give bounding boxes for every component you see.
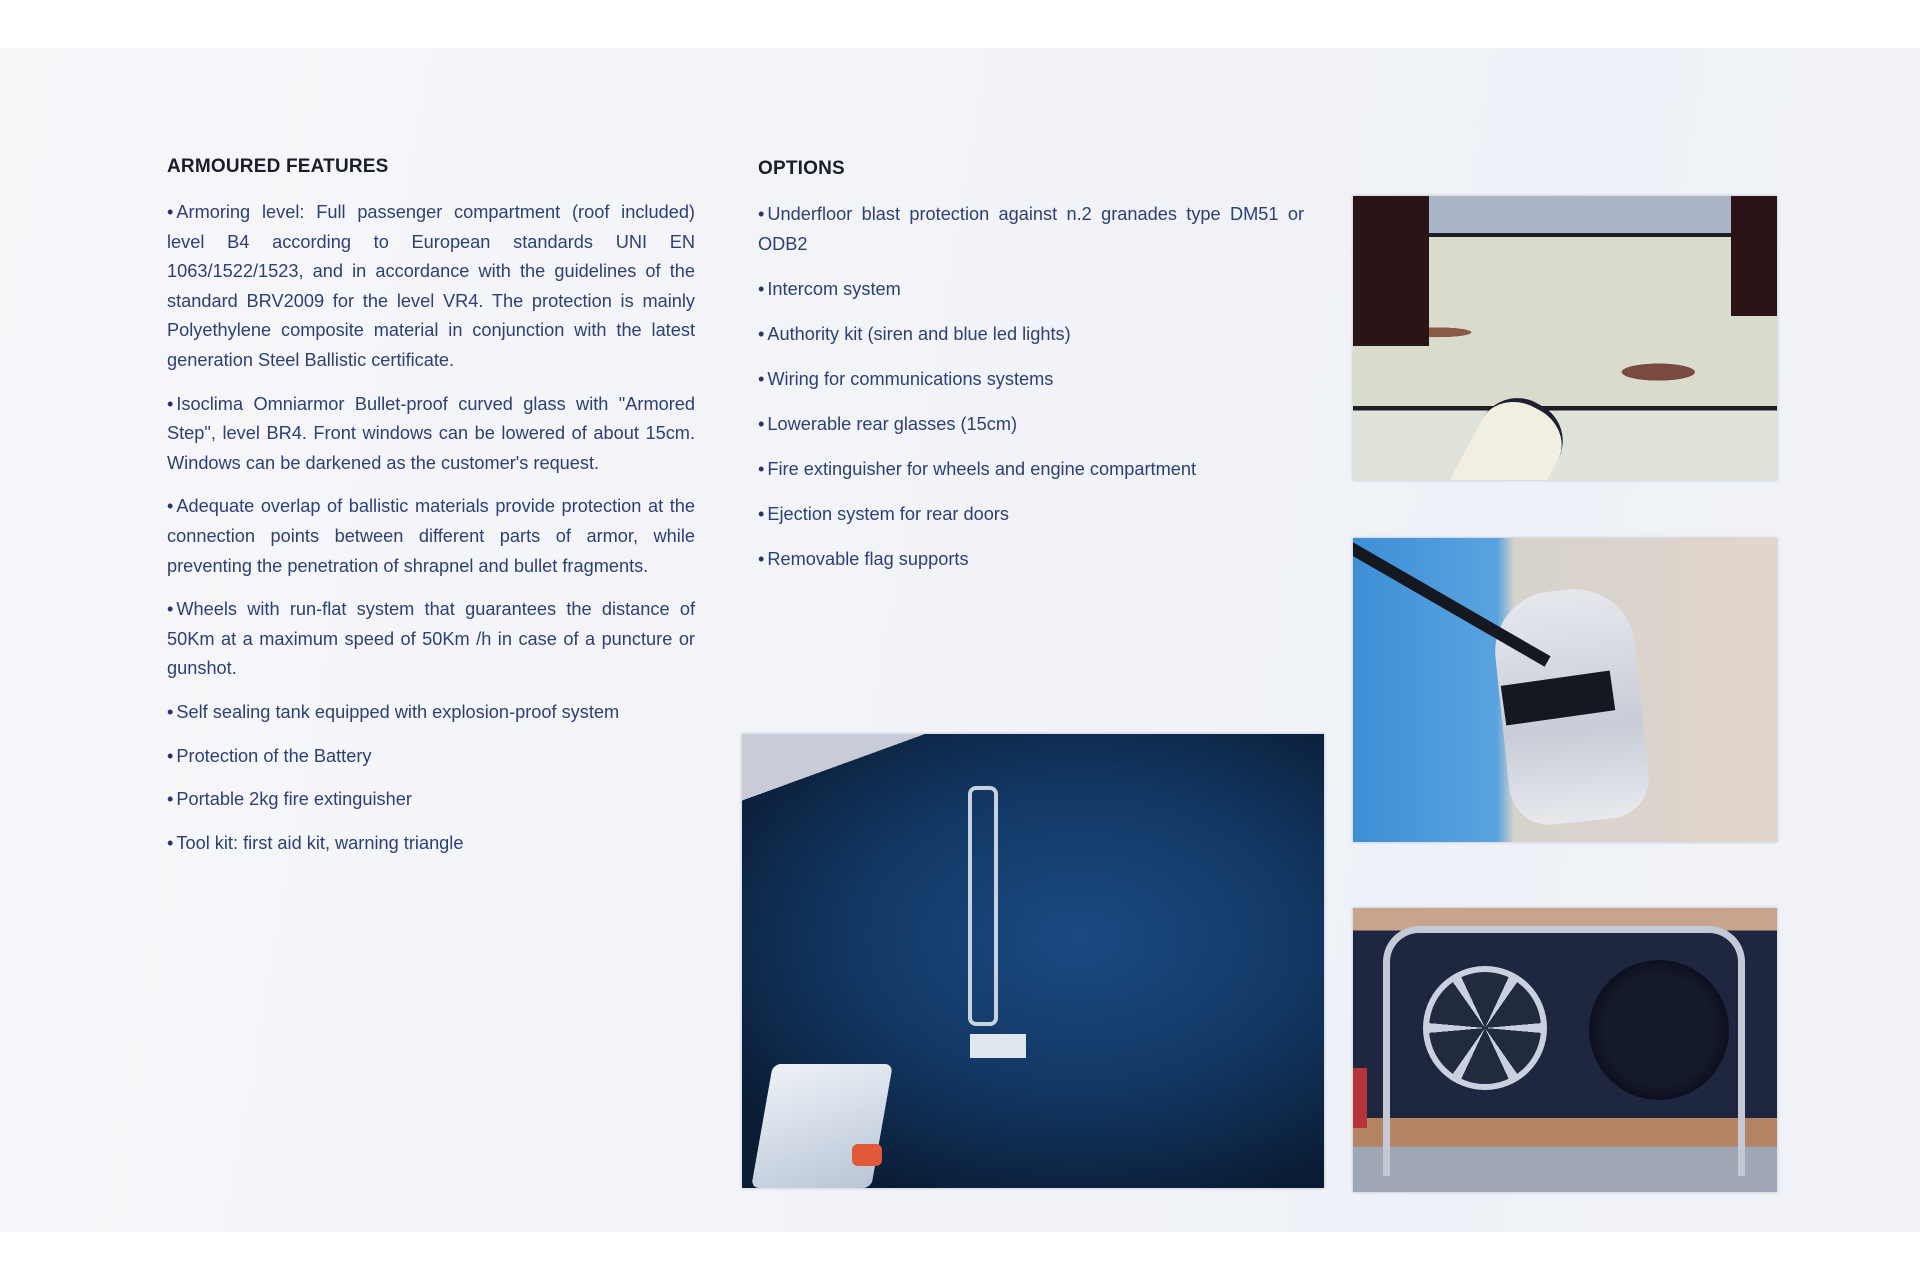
bullet-icon: •	[758, 323, 765, 344]
bonnet-flag-support-photo	[742, 734, 1324, 1188]
list-item: • Portable 2kg fire extinguisher	[167, 789, 412, 810]
armoured-features-section	[167, 156, 695, 872]
flag-pole-shape	[968, 786, 998, 1026]
list-item: • Underfloor blast protection against n.2 granades type DM51 or ODB2	[758, 204, 1304, 254]
list-item: • Intercom system	[758, 278, 901, 299]
bullet-icon: •	[167, 202, 174, 222]
bullet-icon: •	[167, 393, 174, 414]
bullet-icon: •	[758, 413, 765, 434]
bullet-icon: •	[167, 599, 174, 620]
bullet-icon: •	[758, 278, 765, 299]
indicator-light-shape	[852, 1144, 882, 1166]
armoured-features-list	[167, 198, 695, 858]
armoured-boot-spare-wheels-photo	[1353, 908, 1777, 1192]
bullet-icon: •	[167, 701, 174, 722]
floor-photo-post-right	[1731, 196, 1777, 316]
spare-tyre-shape	[1589, 960, 1729, 1100]
bullet-icon: •	[758, 459, 765, 480]
list-item: • Isoclima Omniarmor Bullet-proof curved glass with "Armored Step", level BR4. Front windows can be lowered of about 15cm. Windows can be darkened as the customer's request.	[167, 393, 695, 473]
list-item: • Protection of the Battery	[167, 745, 372, 766]
list-item: • Ejection system for rear doors	[758, 504, 1009, 525]
floor-photo-tunnel	[1435, 384, 1577, 480]
list-item: • Removable flag supports	[758, 549, 969, 570]
options-section	[758, 158, 1304, 590]
bullet-icon: •	[758, 549, 765, 570]
list-item: • Adequate overlap of ballistic materials provide protection at the connection points between different parts of armor, while preventing the penetration of shrapnel and bullet fragments.	[167, 496, 695, 576]
bullet-icon: •	[758, 204, 765, 224]
headlamp-shape	[751, 1064, 893, 1188]
list-item: • Tool kit: first aid kit, warning triangle	[167, 832, 464, 853]
list-item: • Lowerable rear glasses (15cm)	[758, 413, 1018, 434]
spare-wheel-rim-shape	[1423, 966, 1547, 1090]
armoured-features-heading: ARMOURED FEATURES	[167, 156, 389, 177]
list-item: • Fire extinguisher for wheels and engine compartment	[758, 459, 1197, 480]
bullet-icon: •	[167, 496, 174, 517]
tail-light-shape	[1353, 1068, 1367, 1128]
flag-base-shape	[970, 1034, 1026, 1058]
options-list	[758, 200, 1304, 575]
bullet-icon: •	[167, 745, 174, 766]
brochure-page	[0, 48, 1920, 1232]
list-item: • Authority kit (siren and blue led lights)	[758, 323, 1071, 344]
bullet-icon: •	[758, 368, 765, 389]
list-item: • Wiring for communications systems	[758, 368, 1054, 389]
list-item: • Armoring level: Full passenger compartment (roof included) level B4 according to European standards UNI EN 1063/1522/1523, and in accordance with the guidelines of the standard BRV2009 for the level VR4. The protection is mainly Polyethylene composite material in conjunction with the latest generation Steel Ballistic certificate.	[167, 202, 695, 370]
options-heading: OPTIONS	[758, 158, 845, 179]
bullet-icon: •	[758, 504, 765, 525]
bullet-icon: •	[167, 789, 174, 810]
list-item: • Wheels with run-flat system that guarantees the distance of 50Km at a maximum speed of 50Km /h in case of a puncture or gunshot.	[167, 599, 695, 679]
floor-photo-post-left	[1353, 196, 1429, 346]
suspended-car-photo	[1353, 538, 1777, 842]
list-item: • Self sealing tank equipped with explosion-proof system	[167, 701, 620, 722]
armoured-floor-photo	[1353, 196, 1777, 480]
bullet-icon: •	[167, 832, 174, 853]
